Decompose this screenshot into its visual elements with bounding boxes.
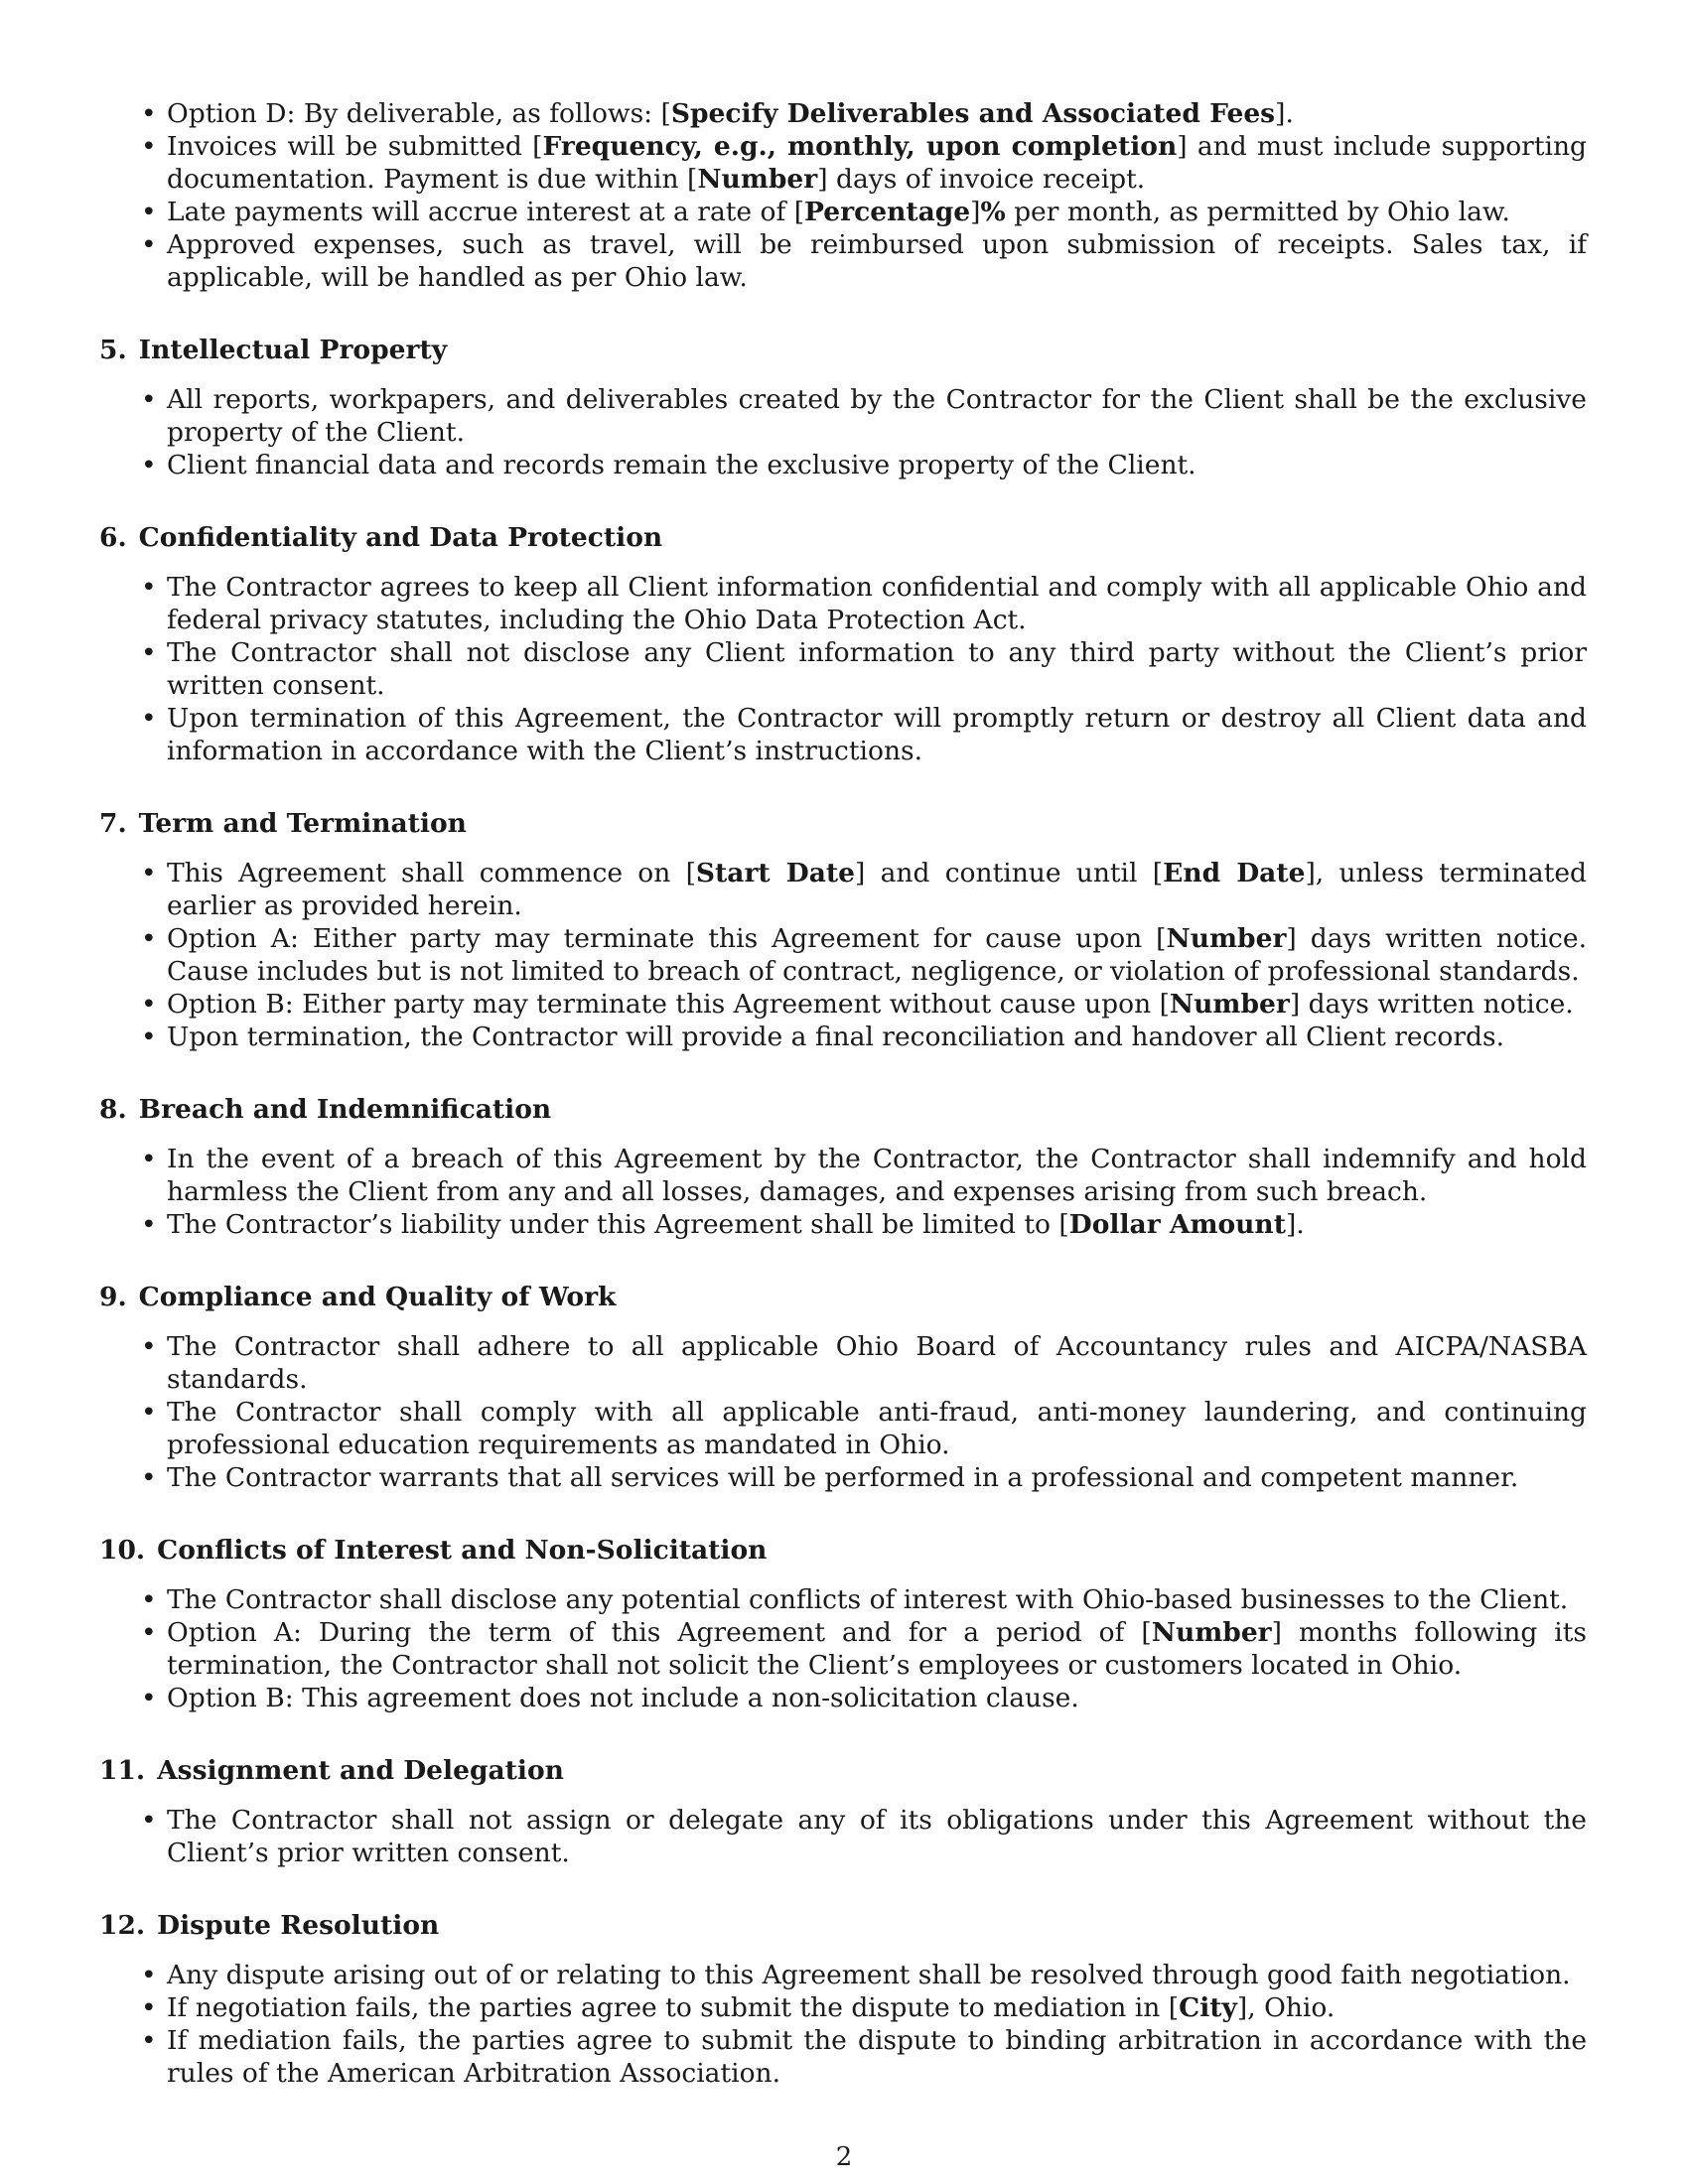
- item-text: The Contractor shall disclose any potential conflicts of interest with Ohio-based businesses to the Client.: [167, 1584, 1569, 1615]
- section-confidentiality-and-data-protection: [99, 521, 1589, 767]
- item-text: This Agreement shall commence on [: [167, 858, 696, 888]
- list-item: [99, 857, 1587, 922]
- section-intellectual-property: [99, 334, 1589, 481]
- section-heading: [99, 1909, 1589, 1942]
- list-item: [99, 196, 1587, 228]
- page-number: 2: [835, 2142, 853, 2172]
- item-text: Client financial data and records remain the exclusive property of the Client.: [167, 450, 1196, 480]
- section-heading: [99, 1534, 1589, 1567]
- list-item: [99, 228, 1587, 294]
- item-text: Upon termination of this Agreement, the Contractor will promptly return or destroy all Client data and information in accordance with the Client’s instructions.: [167, 703, 1587, 766]
- placeholder-field: Start Date: [695, 858, 855, 888]
- list-item: [99, 988, 1587, 1021]
- bullet-list: [99, 857, 1589, 1053]
- list-item: [99, 1959, 1587, 1991]
- item-text: Late payments will accrue interest at a rate of [: [167, 197, 805, 227]
- section-title: Compliance and Quality of Work: [138, 1282, 617, 1312]
- placeholder-field: Dollar Amount: [1068, 1209, 1286, 1240]
- bullet-list: [99, 571, 1589, 767]
- item-text: Option A: Either party may terminate this Agreement for cause upon [: [167, 923, 1167, 954]
- list-item: [99, 1461, 1587, 1494]
- item-text: The Contractor shall adhere to all applicable Ohio Board of Accountancy rules and AICPA/NASBA standards.: [167, 1331, 1587, 1395]
- section-heading: [99, 1093, 1589, 1126]
- item-text: ] days of invoice receipt.: [817, 164, 1146, 195]
- section-term-and-termination: [99, 807, 1589, 1053]
- placeholder-field: Specify Deliverables and Associated Fees: [670, 98, 1276, 129]
- item-text: Approved expenses, such as travel, will be reimbursed upon submission of receipts. Sales tax, if applicable, will be handled as per Ohio law.: [167, 229, 1587, 293]
- item-text: Option D: By deliverable, as follows: [: [167, 98, 671, 129]
- section-heading: [99, 807, 1589, 840]
- section-number: 9.: [99, 1282, 127, 1312]
- item-text: ] days written notice. Cause includes but is not limited to breach of contract, negligence, or violation of professional standards.: [167, 923, 1587, 987]
- placeholder-field: Frequency, e.g., monthly, upon completion: [542, 131, 1178, 162]
- item-text: The Contractor shall comply with all applicable anti-fraud, anti-money laundering, and continuing professional education requirements as mandated in Ohio.: [167, 1397, 1587, 1460]
- bullet-list: [99, 1804, 1589, 1869]
- section-title: Assignment and Delegation: [157, 1755, 564, 1786]
- item-text: ].: [1275, 98, 1294, 129]
- section-heading: [99, 334, 1589, 366]
- item-text: In the event of a breach of this Agreement by the Contractor, the Contractor shall indemnify and hold harmless the Client from any and all losses, damages, and expenses arising from such breach.: [167, 1144, 1587, 1207]
- list-item: [99, 636, 1587, 702]
- item-text: All reports, workpapers, and deliverables created by the Contractor for the Client shall be the exclusive property of the Client.: [167, 384, 1587, 448]
- item-text: per month, as permitted by Ohio law.: [1005, 197, 1510, 227]
- item-text: The Contractor shall not assign or delegate any of its obligations under this Agreement without the Client’s prior written consent.: [167, 1805, 1587, 1868]
- placeholder-field: Number: [1166, 923, 1287, 954]
- list-item: [99, 1143, 1587, 1208]
- section-number: 7.: [99, 808, 127, 839]
- section-title: Term and Termination: [138, 808, 467, 839]
- item-text: Option B: This agreement does not include a non-solicitation clause.: [167, 1683, 1079, 1713]
- section-conflicts-of-interest-and-non-solicitation: [99, 1534, 1589, 1714]
- placeholder-field: Number: [1151, 1617, 1272, 1648]
- list-item: [99, 1583, 1587, 1616]
- list-item: [99, 1804, 1587, 1869]
- bullet-list: [99, 383, 1589, 481]
- item-text: If mediation fails, the parties agree to submit the dispute to binding arbitration in accordance with the rules of the American Arbitration Association.: [167, 2025, 1587, 2089]
- bullet-list: [99, 1583, 1589, 1714]
- sections-container: [99, 334, 1589, 2090]
- lead-bullet-list: [99, 97, 1589, 294]
- section-title: Conflicts of Interest and Non-Solicitation: [157, 1535, 768, 1566]
- list-item: [99, 1682, 1587, 1714]
- section-title: Breach and Indemnification: [138, 1094, 552, 1125]
- section-number: 12.: [99, 1910, 146, 1941]
- placeholder-field: City: [1179, 1992, 1237, 2023]
- bullet-list: [99, 1959, 1589, 2090]
- item-text: Upon termination, the Contractor will provide a final reconciliation and handover all Client records.: [167, 1022, 1504, 1052]
- item-text: The Contractor agrees to keep all Client information confidential and comply with all applicable Ohio and federal privacy statutes, including the Ohio Data Protection Act.: [167, 572, 1587, 635]
- section-title: Dispute Resolution: [157, 1910, 440, 1941]
- placeholder-field: End Date: [1163, 858, 1306, 888]
- list-item: [99, 1991, 1587, 2024]
- list-item: [99, 571, 1587, 636]
- list-item: [99, 97, 1587, 130]
- bullet-list: [99, 1330, 1589, 1494]
- item-text: ], unless terminated earlier as provided herein.: [167, 858, 1588, 921]
- list-item: [99, 922, 1587, 988]
- list-item: [99, 1208, 1587, 1241]
- list-item: [99, 702, 1587, 767]
- item-text: ] months following its termination, the Contractor shall not solicit the Client’s employees or customers located in Ohio.: [167, 1617, 1587, 1681]
- item-text: ], Ohio.: [1236, 1992, 1336, 2023]
- item-text: ] and must include supporting documentation. Payment is due within [: [167, 131, 1587, 195]
- section-title: Confidentiality and Data Protection: [138, 522, 663, 553]
- item-text: ] days written notice.: [1289, 989, 1574, 1020]
- item-text: The Contractor’s liability under this Agreement shall be limited to [: [167, 1209, 1069, 1240]
- list-item: [99, 1616, 1587, 1682]
- list-item: [99, 449, 1587, 481]
- section-number: 8.: [99, 1094, 127, 1125]
- list-item: [99, 383, 1587, 449]
- list-item: [99, 130, 1587, 196]
- item-text: Option A: During the term of this Agreement and for a period of [: [167, 1617, 1152, 1648]
- bullet-list: [99, 1143, 1589, 1241]
- item-text: Any dispute arising out of or relating to this Agreement shall be resolved through good faith negotiation.: [167, 1960, 1571, 1990]
- placeholder-field: Percentage: [804, 197, 971, 227]
- item-text: The Contractor shall not disclose any Client information to any third party without the Client’s prior written consent.: [167, 637, 1587, 701]
- item-text: Invoices will be submitted [: [167, 131, 543, 162]
- section-number: 6.: [99, 522, 127, 553]
- section-compliance-and-quality-of-work: [99, 1281, 1589, 1494]
- section-number: 11.: [99, 1755, 146, 1786]
- list-item: [99, 1330, 1587, 1396]
- section-title: Intellectual Property: [138, 335, 448, 365]
- list-item: [99, 1396, 1587, 1461]
- section-assignment-and-delegation: [99, 1754, 1589, 1869]
- item-text: ]: [970, 197, 981, 227]
- placeholder-field: Number: [697, 164, 818, 195]
- section-heading: [99, 521, 1589, 554]
- item-text: Option B: Either party may terminate this Agreement without cause upon [: [167, 989, 1170, 1020]
- list-item: [99, 1021, 1587, 1053]
- section-dispute-resolution: [99, 1909, 1589, 2090]
- item-text: ].: [1285, 1209, 1305, 1240]
- section-number: 5.: [99, 335, 127, 365]
- section-heading: [99, 1754, 1589, 1787]
- section-heading: [99, 1281, 1589, 1313]
- item-text: If negotiation fails, the parties agree to submit the dispute to mediation in [: [167, 1992, 1180, 2023]
- placeholder-field: %: [980, 197, 1006, 227]
- section-number: 10.: [99, 1535, 146, 1566]
- placeholder-field: Number: [1169, 989, 1290, 1020]
- document-page: [99, 97, 1589, 2090]
- list-item: [99, 2024, 1587, 2090]
- section-breach-and-indemnification: [99, 1093, 1589, 1241]
- item-text: ] and continue until [: [855, 858, 1164, 888]
- item-text: The Contractor warrants that all services will be performed in a professional and competent manner.: [167, 1462, 1519, 1493]
